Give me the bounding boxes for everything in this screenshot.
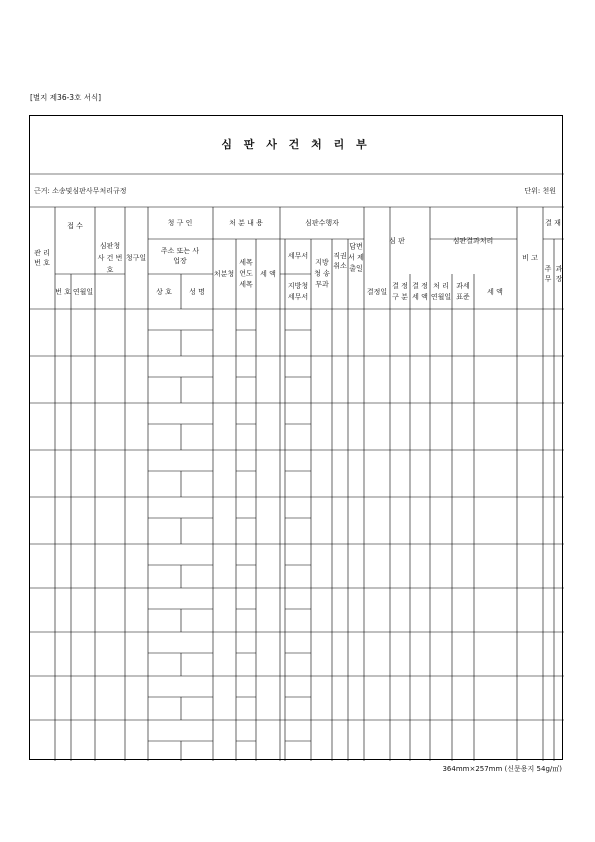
- form-number: [별지 제36-3호 서식]: [30, 93, 102, 102]
- header-decision-date: 결정일: [366, 288, 388, 296]
- header-result-processing: 심판결과처리: [452, 237, 494, 245]
- header-address: 주소 또는 사업장: [160, 247, 200, 265]
- footer-spec: 364mm×257mm (신문용지 54g/㎡): [442, 765, 562, 773]
- header-trial: 심 판: [389, 237, 405, 245]
- header-result-amount: 세 액: [487, 288, 503, 296]
- header-decision-type: 결 정 구 분: [392, 282, 408, 301]
- header-person-name: 성 명: [189, 288, 205, 296]
- header-approval: 결 재: [545, 219, 561, 227]
- form-title: 심 판 사 건 처 리 부: [221, 138, 371, 151]
- header-performer: 심판수행자: [305, 219, 339, 227]
- basis-text: 근거: 소송및심판사무처리규정: [34, 187, 127, 195]
- header-tax-standard: 과세 표준: [456, 282, 470, 301]
- header-disposition: 처 분 내 용: [229, 219, 263, 227]
- register-table-grid: [30, 116, 564, 761]
- header-receipt: 접 수: [67, 222, 83, 230]
- header-tax-office: 세무서: [287, 252, 309, 260]
- header-mgmt-no: 관 리 번 호: [34, 249, 50, 267]
- header-trade-name: 상 호: [156, 288, 172, 296]
- header-processing-date: 처 리 연월일: [430, 282, 452, 301]
- header-regional-litigation: 지방청 송무과: [314, 258, 330, 289]
- header-regional-office-tax: 지방청 세무서: [287, 282, 309, 301]
- header-remarks: 비 고: [522, 254, 538, 262]
- header-decision-amount: 결 정 세 액: [412, 282, 428, 301]
- header-claim-date: 청구일: [125, 254, 147, 262]
- header-disp-office: 처분청: [213, 270, 235, 278]
- header-receipt-date: 연월일: [72, 288, 94, 296]
- header-answer-submit: 답변서 제출일: [348, 242, 364, 273]
- header-tax-amount: 세 액: [260, 270, 276, 278]
- unit-text: 단위: 천원: [524, 187, 556, 195]
- header-approval-section: 과 장: [555, 265, 563, 283]
- header-approval-staff: 주 무: [544, 265, 552, 283]
- header-receipt-no: 번 호: [55, 288, 71, 296]
- header-tax-type-year: 세목 연도 세목: [239, 258, 253, 289]
- form-frame: [29, 115, 563, 760]
- header-case-no: 심판청 사 건 번 호: [97, 242, 123, 274]
- header-withdrawal: 직권 취소: [333, 252, 347, 270]
- header-claimant: 청 구 인: [167, 219, 193, 227]
